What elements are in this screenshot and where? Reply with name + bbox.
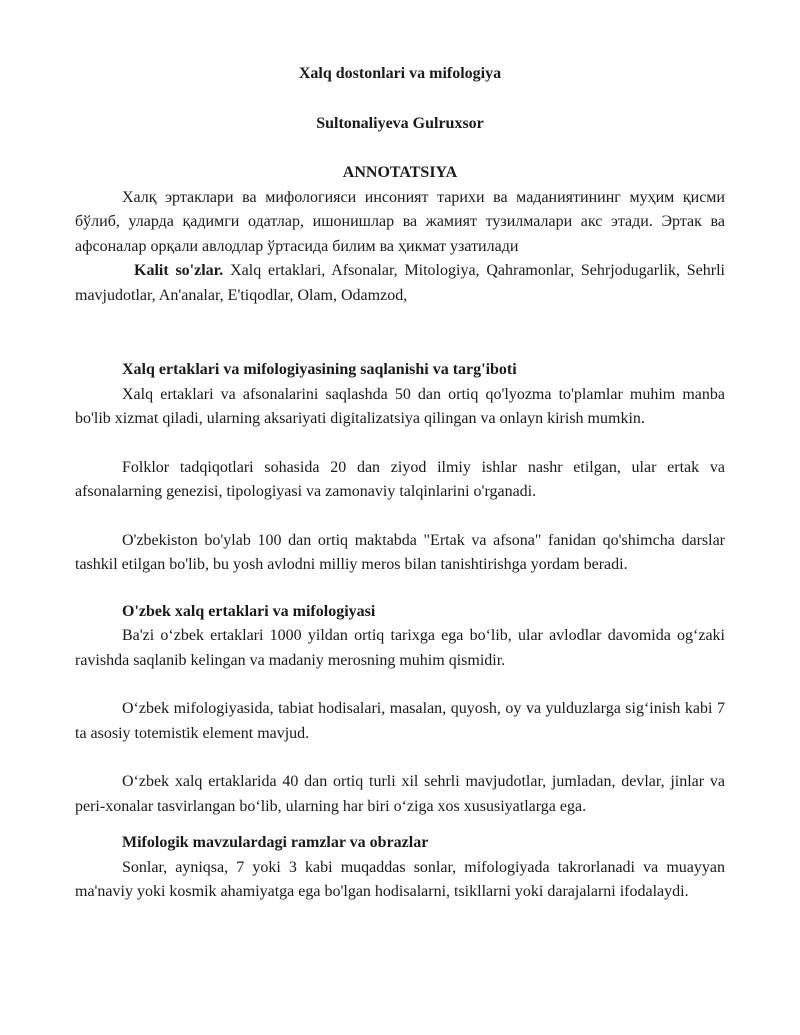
section-heading: Mifologik mavzulardagi ramzlar va obrazlar bbox=[122, 834, 429, 851]
annotation-heading: ANNOTATSIYA bbox=[342, 164, 458, 181]
keywords-label: Kalit so'zlar. bbox=[134, 262, 224, 279]
section-paragraph: Ba'zi o‘zbek ertaklari 1000 yildan ortiq tarixga ega bo‘lib, ular avlodlar davomida og‘zaki ravishda saqlanib kelingan va madaniy merosning muhim qismidir. bbox=[75, 627, 725, 669]
document-title: Xalq dostonlari va mifologiya bbox=[298, 65, 502, 82]
section-paragraph: O‘zbek xalq ertaklarida 40 dan ortiq turli xil sehrli mavjudotlar, jumladan, devlar, jinlar va peri-xonalar tasvirlangan bo‘lib, ularning har biri o‘ziga xos xususiyatlarga ega. bbox=[75, 773, 725, 815]
document-page bbox=[75, 62, 725, 905]
keywords-list: Xalq ertaklari, Afsonalar, Mitologiya, Qahramonlar, Sehrjodugarlik, Sehrli mavjudotlar, An'analar, E'tiqodlar, Olam, Odamzod, bbox=[75, 262, 725, 304]
section-heading: O'zbek xalq ertaklari va mifologiyasi bbox=[122, 602, 376, 620]
section-paragraph: O‘zbek mifologiyasida, tabiat hodisalari, masalan, quyosh, oy va yulduzlarga sig‘inish kabi 7 ta asosiy totemistik element mavjud. bbox=[75, 700, 725, 742]
section-paragraph: Xalq ertaklari va afsonalarini saqlashda 50 dan ortiq qo'lyozma to'plamlar muhim manba bo'lib xizmat qiladi, ularning aksariyati digitalizatsiya qilingan va onlayn kirish mumkin. bbox=[75, 385, 725, 427]
section-heading: Xalq ertaklari va mifologiyasining saqlanishi va targ'iboti bbox=[122, 361, 517, 378]
section-paragraph: O'zbekiston bo'ylab 100 dan ortiq maktabda "Ertak va afsona" fanidan qo'shimcha darslar tashkil etilgan bo'lib, bu yosh avlodni milliy meros bilan tanishtirishga yordam beradi. bbox=[75, 531, 725, 573]
annotation-text: Халқ эртаклари ва мифологияси инсоният тарихи ва маданиятининг муҳим қисми бўлиб, уларда қадимги одатлар, ишонишлар ва жамият тузилмалари акс этади. Эртак ва афсоналар орқали авлодлар ўртасида билим ва ҳикмат узатилади bbox=[75, 188, 725, 255]
keywords-paragraph bbox=[75, 259, 725, 308]
author-name: Sultonaliyeva Gulruxsor bbox=[316, 114, 484, 132]
section-paragraph: Sonlar, ayniqsa, 7 yoki 3 kabi muqaddas sonlar, mifologiyada takrorlanadi va muayyan ma'naviy yoki kosmik ahamiyatga ega bo'lgan hodisalarni, tsikllarni yoki darajalarni ifodalaydi. bbox=[75, 858, 725, 900]
section-paragraph: Folklor tadqiqotlari sohasida 20 dan ziyod ilmiy ishlar nashr etilgan, ular ertak va afsonalarning genezisi, tipologiyasi va zamonaviy talqinlarini o'rganadi. bbox=[75, 458, 725, 500]
